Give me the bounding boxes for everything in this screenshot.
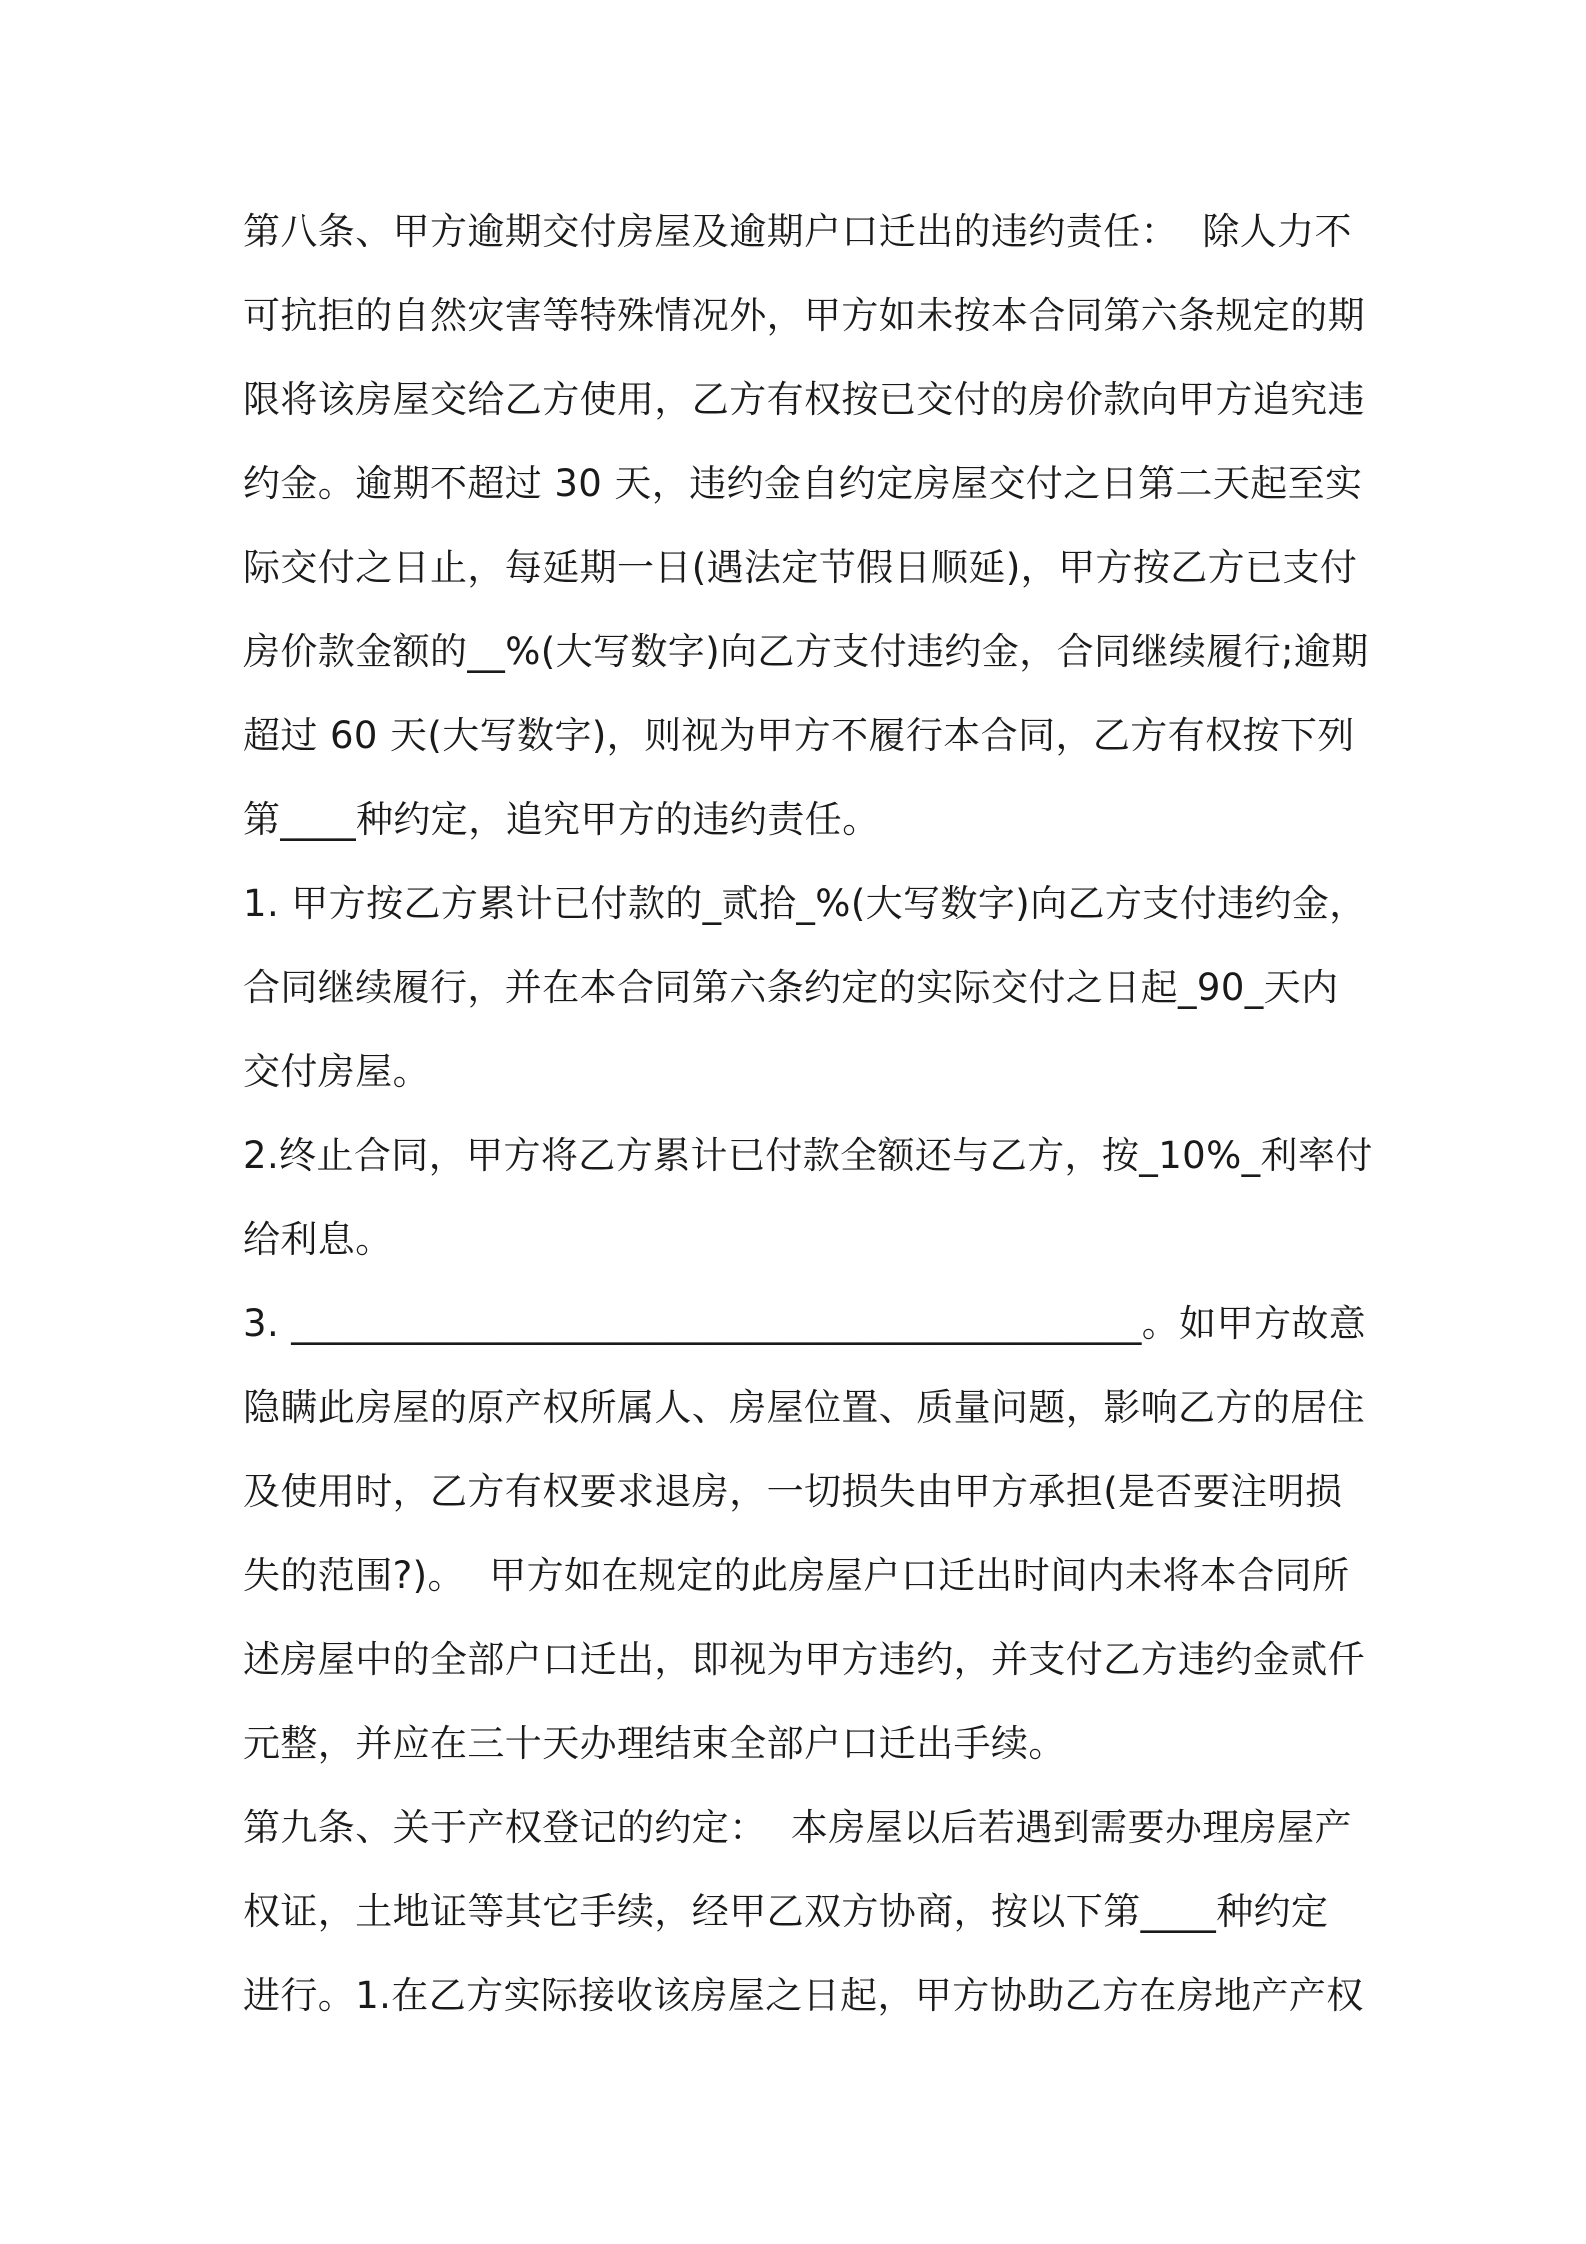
text-line: 超过 60 天(大写数字)，则视为甲方不履行本合同，乙方有权按下列 bbox=[243, 714, 1355, 757]
text-line: 第八条、甲方逾期交付房屋及逾期户口迁出的违约责任： 除人力不 bbox=[243, 210, 1352, 253]
text-line: 房价款金额的__%(大写数字)向乙方支付违约金，合同继续履行;逾期 bbox=[243, 630, 1369, 673]
text-line: 失的范围?)。 甲方如在规定的此房屋户口迁出时间内未将本合同所 bbox=[243, 1554, 1350, 1597]
text-line: 权证，土地证等其它手续，经甲乙双方协商，按以下第____种约定 bbox=[243, 1890, 1329, 1933]
text-line: 约金。逾期不超过 30 天，违约金自约定房屋交付之日第二天起至实 bbox=[243, 462, 1363, 505]
text-line: 隐瞒此房屋的原产权所属人、房屋位置、质量问题，影响乙方的居住 bbox=[243, 1386, 1365, 1429]
text-line: 述房屋中的全部户口迁出，即视为甲方违约，并支付乙方违约金贰仟 bbox=[243, 1638, 1365, 1681]
text-line: 进行。1.在乙方实际接收该房屋之日起，甲方协助乙方在房地产产权 bbox=[243, 1974, 1364, 2017]
text-line: 给利息。 bbox=[243, 1218, 393, 1261]
text-line: 3. _____________________________________________。如甲方故意 bbox=[243, 1302, 1367, 1345]
text-line: 1. 甲方按乙方累计已付款的_贰拾_%(大写数字)向乙方支付违约金， bbox=[243, 882, 1367, 925]
text-line: 限将该房屋交给乙方使用，乙方有权按已交付的房价款向甲方追究违 bbox=[243, 378, 1365, 421]
contract-text-body bbox=[243, 190, 1373, 2038]
text-line: 际交付之日止，每延期一日(遇法定节假日顺延)，甲方按乙方已支付 bbox=[243, 546, 1358, 589]
text-line: 第____种约定，追究甲方的违约责任。 bbox=[243, 798, 880, 841]
text-line: 可抗拒的自然灾害等特殊情况外，甲方如未按本合同第六条规定的期 bbox=[243, 294, 1365, 337]
text-line: 交付房屋。 bbox=[243, 1050, 430, 1093]
text-line: 2.终止合同，甲方将乙方累计已付款全额还与乙方，按_10%_利率付 bbox=[243, 1134, 1373, 1177]
text-line: 及使用时，乙方有权要求退房，一切损失由甲方承担(是否要注明损 bbox=[243, 1470, 1343, 1513]
text-line: 合同继续履行，并在本合同第六条约定的实际交付之日起_90_天内 bbox=[243, 966, 1339, 1009]
text-line: 元整，并应在三十天办理结束全部户口迁出手续。 bbox=[243, 1722, 1066, 1765]
text-line: 第九条、关于产权登记的约定： 本房屋以后若遇到需要办理房屋产 bbox=[243, 1806, 1352, 1849]
